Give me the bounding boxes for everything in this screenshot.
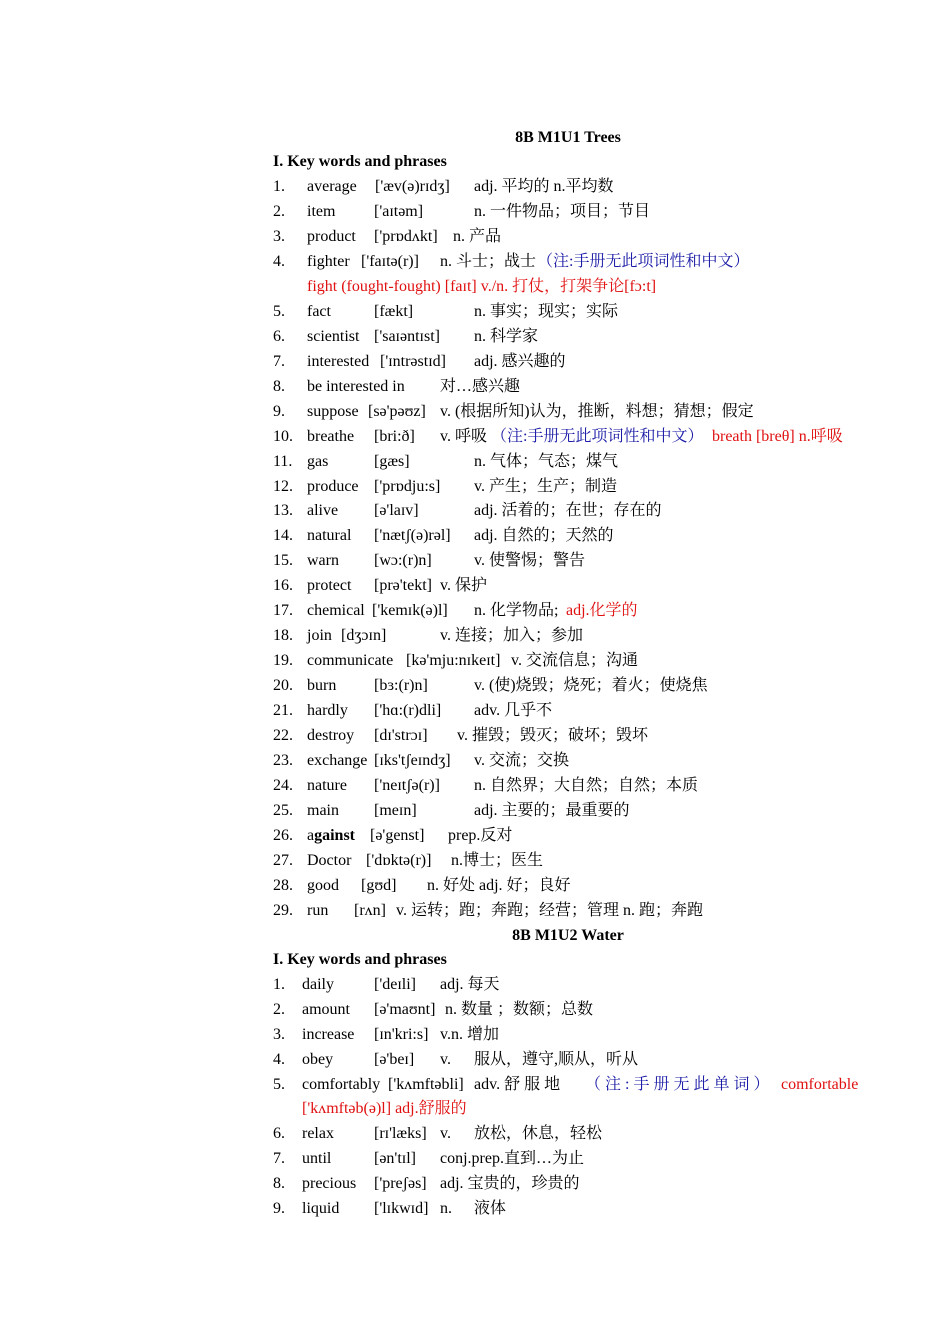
item-number: 1. bbox=[273, 976, 285, 993]
item-definition: adj. 活着的；在世；存在的 bbox=[474, 502, 662, 519]
vocab-row bbox=[273, 701, 873, 725]
item-word: protect bbox=[307, 577, 352, 594]
vocab-row bbox=[273, 601, 873, 625]
item-word: average bbox=[307, 178, 357, 195]
item-phonetic: ['prɒdju:s] bbox=[374, 478, 441, 495]
item-extra: comfortable bbox=[781, 1076, 859, 1093]
item-number: 18. bbox=[273, 627, 293, 644]
vocab-row bbox=[273, 501, 873, 525]
vocab-row bbox=[273, 177, 873, 201]
item-word: chemical bbox=[307, 602, 365, 619]
item-word: breathe bbox=[307, 428, 355, 445]
item-number: 6. bbox=[273, 1125, 285, 1142]
item-number: 5. bbox=[273, 1076, 285, 1093]
vocab-row bbox=[273, 876, 873, 900]
unit2-title: 8B M1U2 Water bbox=[512, 927, 624, 944]
vocab-row bbox=[273, 826, 873, 850]
item-phonetic: [rʌn] bbox=[354, 902, 386, 919]
vocab-row bbox=[273, 327, 873, 351]
item-word: natural bbox=[307, 527, 352, 544]
item-word: communicate bbox=[307, 652, 394, 669]
item-number: 6. bbox=[273, 328, 285, 345]
item-word: hardly bbox=[307, 702, 348, 719]
item-word: daily bbox=[302, 976, 334, 993]
item-definition: v. 交流信息；沟通 bbox=[511, 652, 638, 669]
item-word: product bbox=[307, 228, 356, 245]
item-number: 2. bbox=[273, 1001, 285, 1018]
item-definition: n. 气体；气态；煤气 bbox=[474, 453, 619, 470]
item-definition: prep.反对 bbox=[448, 827, 513, 844]
item-phonetic: ['faɪtə(r)] bbox=[361, 253, 419, 270]
item-phonetic: ['nætʃ(ə)rəl] bbox=[374, 527, 451, 544]
item-number: 15. bbox=[273, 552, 293, 569]
item-definition: adj. 平均的 n.平均数 bbox=[474, 178, 614, 195]
item-word: increase bbox=[302, 1026, 355, 1043]
vocab-row bbox=[273, 576, 873, 600]
item-definition: n. 产品 bbox=[453, 228, 502, 245]
item-definition: v. 产生；生产；制造 bbox=[474, 478, 617, 495]
unit1-section-heading: I. Key words and phrases bbox=[273, 153, 447, 170]
item-definition: v. (根据所知)认为，推断，料想；猜想；假定 bbox=[440, 403, 754, 420]
vocab-row-continuation bbox=[273, 1099, 873, 1123]
item-definition: 服从，遵守,顺从，听从 bbox=[474, 1051, 639, 1068]
item-phonetic: ['kʌmftəbli] bbox=[388, 1076, 464, 1093]
vocab-row bbox=[273, 427, 873, 451]
item-word: burn bbox=[307, 677, 337, 694]
item-number: 23. bbox=[273, 752, 293, 769]
item-phonetic: [dɪ'strɔɪ] bbox=[374, 727, 428, 744]
item-definition: v.n. 增加 bbox=[440, 1026, 499, 1043]
item-phonetic: ['lɪkwɪd] bbox=[374, 1200, 429, 1217]
item-number: 1. bbox=[273, 178, 285, 195]
item-word: liquid bbox=[302, 1200, 340, 1217]
item-number: 24. bbox=[273, 777, 293, 794]
item-definition: n. 一件物品；项目；节目 bbox=[474, 203, 651, 220]
item-phonetic: [fækt] bbox=[374, 303, 414, 320]
item-number: 12. bbox=[273, 478, 293, 495]
item-definition: n. 科学家 bbox=[474, 328, 539, 345]
item-word: alive bbox=[307, 502, 339, 519]
item-definition: adv. 舒 服 地 bbox=[474, 1076, 561, 1093]
item-definition: v. 交流；交换 bbox=[474, 752, 569, 769]
vocab-row bbox=[273, 402, 873, 426]
item-definition: n. 数量 ；数额；总数 bbox=[445, 1001, 594, 1018]
item-definition: adj. 主要的；最重要的 bbox=[474, 802, 630, 819]
item-phonetic: [prə'tekt] bbox=[374, 577, 432, 594]
item-word: join bbox=[307, 627, 332, 644]
item-definition: v. 连接；加入；参加 bbox=[440, 627, 583, 644]
item-word: gas bbox=[307, 453, 329, 470]
item-word: fighter bbox=[307, 253, 350, 270]
item-phonetic: ['neɪtʃə(r)] bbox=[374, 777, 440, 794]
item-phonetic: [bɜ:(r)n] bbox=[374, 677, 428, 694]
item-phonetic: ['deɪli] bbox=[374, 976, 416, 993]
item-definition: v. 保护 bbox=[440, 577, 487, 594]
item-definition: 对…感兴趣 bbox=[440, 378, 521, 395]
item-word: Doctor bbox=[307, 852, 352, 869]
vocab-row bbox=[273, 975, 873, 999]
unit2-section-heading: I. Key words and phrases bbox=[273, 951, 447, 968]
vocab-row bbox=[273, 1149, 873, 1173]
vocab-row bbox=[273, 252, 873, 276]
item-word: interested bbox=[307, 353, 370, 370]
item-number: 3. bbox=[273, 1026, 285, 1043]
vocab-row bbox=[273, 352, 873, 376]
item-definition: adj. 每天 bbox=[440, 976, 500, 993]
vocab-row bbox=[273, 302, 873, 326]
item-word: precious bbox=[302, 1175, 357, 1192]
item-word-bold: gainst bbox=[314, 827, 356, 844]
item-word: warn bbox=[307, 552, 339, 569]
item-definition: adj. 感兴趣的 bbox=[474, 353, 566, 370]
item-phonetic: [ən'tɪl] bbox=[374, 1150, 416, 1167]
item-number: 5. bbox=[273, 303, 285, 320]
vocab-row bbox=[273, 801, 873, 825]
vocab-row bbox=[273, 776, 873, 800]
item-phonetic: ['prɒdʌkt] bbox=[374, 228, 438, 245]
item-definition: n. 事实；现实；实际 bbox=[474, 303, 619, 320]
item-word: exchange bbox=[307, 752, 368, 769]
item-word: obey bbox=[302, 1051, 334, 1068]
item-definition: v. 呼吸 bbox=[440, 428, 487, 445]
vocab-row bbox=[273, 1174, 873, 1198]
item-number: 28. bbox=[273, 877, 293, 894]
item-definition: adj. 宝贵的，珍贵的 bbox=[440, 1175, 580, 1192]
item-number: 13. bbox=[273, 502, 293, 519]
vocab-row-continuation bbox=[273, 277, 873, 301]
item-phonetic: [meɪn] bbox=[374, 802, 417, 819]
item-phonetic: ['kemɪk(ə)l] bbox=[372, 602, 448, 619]
vocab-row bbox=[273, 1000, 873, 1024]
item-definition: n. 好处 adj. 好；良好 bbox=[427, 877, 571, 894]
item-word: amount bbox=[302, 1001, 350, 1018]
vocab-row bbox=[273, 377, 873, 401]
item-extra: fight (fought-fought) [faɪt] v./n. 打仗，打架争论[fɔ:t] bbox=[307, 278, 657, 295]
item-word: run bbox=[307, 902, 329, 919]
unit1-title: 8B M1U1 Trees bbox=[515, 129, 621, 146]
item-phonetic: ['ɪntrəstɪd] bbox=[380, 353, 446, 370]
vocab-row bbox=[273, 452, 873, 476]
vocab-row bbox=[273, 1075, 873, 1099]
vocab-row bbox=[273, 551, 873, 575]
item-number: 17. bbox=[273, 602, 293, 619]
vocab-row bbox=[273, 676, 873, 700]
item-phonetic: ['æv(ə)rɪdʒ] bbox=[375, 178, 450, 195]
item-number: 8. bbox=[273, 378, 285, 395]
item-phonetic: [ə'genst] bbox=[370, 827, 425, 844]
item-word: good bbox=[307, 877, 339, 894]
item-definition: v. (使)烧毁；烧死；着火；使烧焦 bbox=[474, 677, 708, 694]
item-phonetic: [rɪ'læks] bbox=[374, 1125, 427, 1142]
item-word: until bbox=[302, 1150, 332, 1167]
item-phonetic: [bri:ð] bbox=[374, 428, 415, 445]
item-phonetic: [gæs] bbox=[374, 453, 410, 470]
item-note: （ 注 : 手 册 无 此 单 词 ） bbox=[585, 1076, 770, 1093]
item-phonetic: ['saɪəntɪst] bbox=[374, 328, 440, 345]
item-word: be interested in bbox=[307, 378, 405, 395]
item-definition: n.博士；医生 bbox=[451, 852, 544, 869]
item-word: fact bbox=[307, 303, 331, 320]
item-word: scientist bbox=[307, 328, 360, 345]
item-definition: n. 自然界；大自然；自然；本质 bbox=[474, 777, 699, 794]
item-definition: 液体 bbox=[474, 1200, 507, 1217]
vocab-row bbox=[273, 526, 873, 550]
item-definition: v. 运转；跑；奔跑；经营；管理 n. 跑；奔跑 bbox=[396, 902, 703, 919]
item-word: relax bbox=[302, 1125, 334, 1142]
item-number: 8. bbox=[273, 1175, 285, 1192]
item-word: destroy bbox=[307, 727, 355, 744]
item-number: 20. bbox=[273, 677, 293, 694]
vocab-row bbox=[273, 751, 873, 775]
item-number: 21. bbox=[273, 702, 293, 719]
vocab-row bbox=[273, 1124, 873, 1148]
item-word bbox=[307, 826, 355, 846]
item-pos: n. bbox=[440, 1200, 452, 1217]
vocab-row bbox=[273, 626, 873, 650]
item-word: item bbox=[307, 203, 336, 220]
item-pos: v. bbox=[440, 1125, 451, 1142]
vocab-row bbox=[273, 1199, 873, 1223]
vocab-row bbox=[273, 901, 873, 925]
item-number: 11. bbox=[273, 453, 293, 470]
item-phonetic: [wɔ:(r)n] bbox=[374, 552, 432, 569]
item-number: 14. bbox=[273, 527, 293, 544]
vocab-row bbox=[273, 1050, 873, 1074]
item-number: 7. bbox=[273, 353, 285, 370]
item-number: 2. bbox=[273, 203, 285, 220]
item-phonetic: [ə'beɪ] bbox=[374, 1051, 415, 1068]
item-number: 27. bbox=[273, 852, 293, 869]
vocab-row bbox=[273, 726, 873, 750]
item-note: （注:手册无此项词性和中文） bbox=[537, 253, 750, 270]
item-definition: adj. 自然的；天然的 bbox=[474, 527, 614, 544]
item-number: 4. bbox=[273, 253, 285, 270]
item-number: 22. bbox=[273, 727, 293, 744]
item-number: 9. bbox=[273, 1200, 285, 1217]
item-phonetic: [gʊd] bbox=[361, 877, 397, 894]
item-word: suppose bbox=[307, 403, 359, 420]
item-definition: adv. 几乎不 bbox=[474, 702, 553, 719]
item-number: 16. bbox=[273, 577, 293, 594]
item-phonetic: [kə'mju:nɪkeɪt] bbox=[406, 652, 501, 669]
item-phonetic: [ə'maʊnt] bbox=[374, 1001, 436, 1018]
item-definition: n. 斗士；战士 bbox=[440, 253, 537, 270]
item-phonetic: [ɪn'kri:s] bbox=[374, 1026, 429, 1043]
item-definition: v. 摧毁；毁灭；破坏；毁坏 bbox=[457, 727, 648, 744]
item-phonetic: ['dɒktə(r)] bbox=[366, 852, 432, 869]
item-phonetic: ['aɪtəm] bbox=[374, 203, 424, 220]
vocab-row bbox=[273, 227, 873, 251]
item-number: 4. bbox=[273, 1051, 285, 1068]
item-definition: 放松，休息，轻松 bbox=[474, 1125, 603, 1142]
item-definition: conj.prep.直到…为止 bbox=[440, 1150, 584, 1167]
item-extra: ['kʌmftəb(ə)l] adj.舒服的 bbox=[302, 1100, 467, 1117]
item-note: （注:手册无此项词性和中文） bbox=[491, 428, 704, 445]
item-phonetic: ['preʃəs] bbox=[374, 1175, 427, 1192]
item-definition: n. 化学物品; bbox=[474, 602, 559, 619]
item-phonetic: [ɪks'tʃeɪndʒ] bbox=[374, 752, 451, 769]
item-number: 19. bbox=[273, 652, 293, 669]
vocab-row bbox=[273, 651, 873, 675]
item-word-prefix: a bbox=[307, 827, 315, 844]
item-number: 10. bbox=[273, 428, 293, 445]
item-number: 26. bbox=[273, 827, 293, 844]
item-phonetic: [ə'laɪv] bbox=[374, 502, 419, 519]
item-definition: v. 使警惕；警告 bbox=[474, 552, 585, 569]
item-word: nature bbox=[307, 777, 347, 794]
item-number: 3. bbox=[273, 228, 285, 245]
vocab-row bbox=[273, 477, 873, 501]
vocab-row bbox=[273, 1025, 873, 1049]
item-phonetic: [sə'pəʊz] bbox=[368, 403, 426, 420]
item-phonetic: ['hɑ:(r)dli] bbox=[374, 702, 442, 719]
item-number: 29. bbox=[273, 902, 293, 919]
item-word: main bbox=[307, 802, 339, 819]
item-pos: v. bbox=[440, 1051, 451, 1068]
vocab-row bbox=[273, 202, 873, 226]
item-phonetic: [dʒɔɪn] bbox=[341, 627, 387, 644]
item-word: produce bbox=[307, 478, 359, 495]
item-number: 25. bbox=[273, 802, 293, 819]
item-number: 9. bbox=[273, 403, 285, 420]
item-extra: breath [breθ] n.呼吸 bbox=[712, 428, 843, 445]
vocab-row bbox=[273, 851, 873, 875]
item-extra: adj.化学的 bbox=[566, 602, 638, 619]
item-word: comfortably bbox=[302, 1076, 381, 1093]
item-number: 7. bbox=[273, 1150, 285, 1167]
